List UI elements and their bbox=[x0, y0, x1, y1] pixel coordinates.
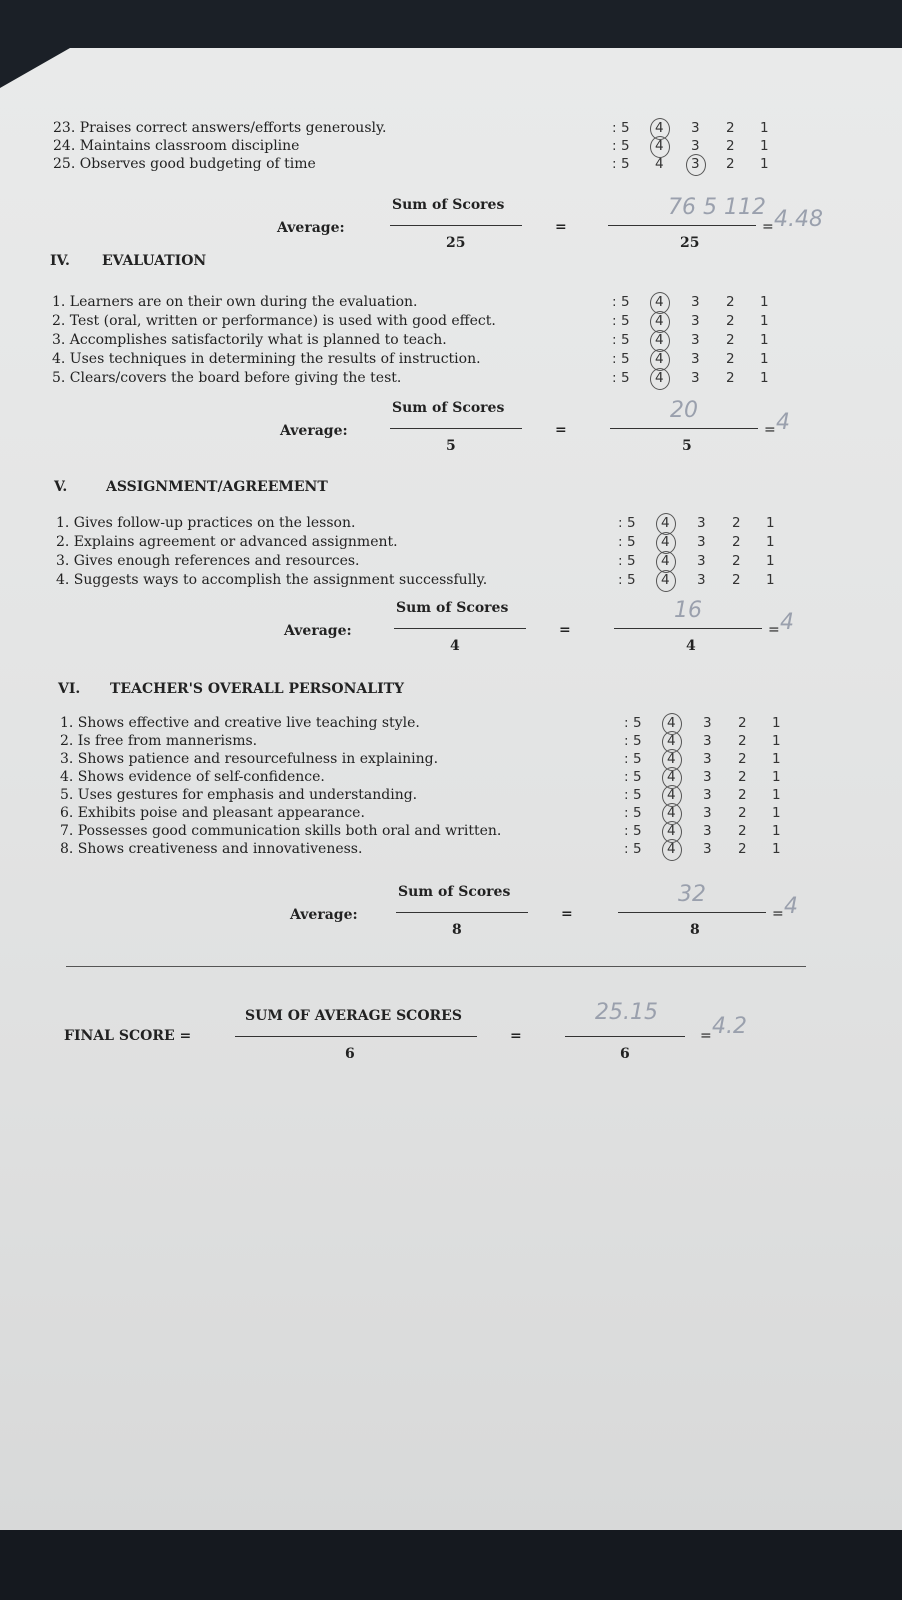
section5-item-1-scale-1: 1 bbox=[766, 515, 775, 531]
section5-title: ASSIGNMENT/AGREEMENT bbox=[106, 479, 328, 495]
section6-item-2-scale-5: 5 bbox=[633, 733, 642, 749]
section5-numerator-label: Sum of Scores bbox=[396, 600, 509, 616]
section6-item-3-scale-4: 4 bbox=[667, 751, 676, 767]
section5-item-1: 1. Gives follow-up practices on the lesson. bbox=[56, 515, 356, 531]
section6-item-8-scale-3: 3 bbox=[703, 841, 712, 857]
section6-item-2-scale-4: 4 bbox=[667, 733, 676, 749]
section4-average-label: Average: bbox=[280, 423, 348, 439]
section4-item-2-scale-4: 4 bbox=[655, 313, 664, 329]
section5-item-1-scale-3: 3 bbox=[697, 515, 706, 531]
section4-item-5-circle-mark bbox=[650, 368, 670, 390]
section6-item-4-scale-3: 3 bbox=[703, 769, 712, 785]
section5-item-1-scale-5: 5 bbox=[627, 515, 636, 531]
section5-item-3-scale-3: 3 bbox=[697, 553, 706, 569]
section4-item-2-colon: : bbox=[612, 313, 617, 329]
section3_tail-item-2-circle-mark bbox=[650, 136, 670, 158]
section4-item-2-scale-2: 2 bbox=[726, 313, 735, 329]
section3_tail-equals: = bbox=[555, 219, 567, 235]
section5-item-4-scale-5: 5 bbox=[627, 572, 636, 588]
section4-item-1-scale-4: 4 bbox=[655, 294, 664, 310]
section3_tail-item-2-colon: : bbox=[612, 138, 617, 154]
section4-item-5-scale-2: 2 bbox=[726, 370, 735, 386]
section3_tail-item-1-scale-1: 1 bbox=[760, 120, 769, 136]
section6-right-denominator: 8 bbox=[690, 922, 700, 938]
section3_tail-average-label: Average: bbox=[277, 220, 345, 236]
section5-item-1-scale-4: 4 bbox=[661, 515, 670, 531]
section5-result-equals: = bbox=[768, 622, 780, 638]
section4-item-2-scale-3: 3 bbox=[691, 313, 700, 329]
section5-item-4-scale-1: 1 bbox=[766, 572, 775, 588]
section5-item-1-colon: : bbox=[618, 515, 623, 531]
section6-item-8-scale-5: 5 bbox=[633, 841, 642, 857]
section3_tail-item-2-scale-5: 5 bbox=[621, 138, 630, 154]
section6-item-7-scale-5: 5 bbox=[633, 823, 642, 839]
section6-item-1: 1. Shows effective and creative live teaching style. bbox=[60, 715, 420, 731]
section5-right-denominator: 4 bbox=[686, 638, 696, 654]
final-result-equals: = bbox=[700, 1028, 712, 1044]
section4-title: EVALUATION bbox=[102, 253, 207, 269]
section3_tail-fraction-line bbox=[390, 225, 522, 226]
section-divider bbox=[66, 966, 806, 967]
section6-item-5: 5. Uses gestures for emphasis and understanding. bbox=[60, 787, 418, 803]
section4-item-3-scale-1: 1 bbox=[760, 332, 769, 348]
section3_tail-item-3-scale-2: 2 bbox=[726, 156, 735, 172]
section3_tail-item-1-scale-3: 3 bbox=[691, 120, 700, 136]
section5-item-4: 4. Suggests ways to accomplish the assignment successfully. bbox=[56, 572, 488, 588]
section6-item-4-scale-5: 5 bbox=[633, 769, 642, 785]
section6-denominator: 8 bbox=[452, 922, 462, 938]
section4-fraction-line bbox=[390, 428, 522, 429]
section4-item-5-scale-1: 1 bbox=[760, 370, 769, 386]
section4-item-4-scale-4: 4 bbox=[655, 351, 664, 367]
final-score-label: FINAL SCORE = bbox=[64, 1028, 192, 1044]
section6-fraction-line bbox=[396, 912, 528, 913]
section6-title: TEACHER'S OVERALL PERSONALITY bbox=[110, 681, 405, 697]
section4-equals: = bbox=[555, 422, 567, 438]
section5-average-label: Average: bbox=[284, 623, 352, 639]
section4-numerator-label: Sum of Scores bbox=[392, 400, 505, 416]
final-hand-result: 4.2 bbox=[712, 1014, 747, 1039]
section6-item-6-scale-3: 3 bbox=[703, 805, 712, 821]
section3_tail-item-3-scale-4: 4 bbox=[655, 156, 664, 172]
section4-item-3-colon: : bbox=[612, 332, 617, 348]
section6-item-7-scale-2: 2 bbox=[738, 823, 747, 839]
section3_tail-item-3-circle-mark bbox=[686, 154, 706, 176]
section6-average-label: Average: bbox=[290, 907, 358, 923]
section6-item-5-scale-5: 5 bbox=[633, 787, 642, 803]
section6-item-2: 2. Is free from mannerisms. bbox=[60, 733, 258, 749]
section4-item-4-scale-1: 1 bbox=[760, 351, 769, 367]
section6-item-2-scale-1: 1 bbox=[772, 733, 781, 749]
section6-item-3-colon: : bbox=[624, 751, 629, 767]
section6-item-6-colon: : bbox=[624, 805, 629, 821]
section3_tail-item-1-scale-2: 2 bbox=[726, 120, 735, 136]
section3_tail-result-equals: = bbox=[762, 219, 774, 235]
section6-item-8-scale-4: 4 bbox=[667, 841, 676, 857]
section6-item-7: 7. Possesses good communication skills both oral and written. bbox=[60, 823, 502, 839]
section6-item-3-scale-2: 2 bbox=[738, 751, 747, 767]
section4-item-5: 5. Clears/covers the board before giving the test. bbox=[52, 370, 402, 386]
section4-item-4: 4. Uses techniques in determining the results of instruction. bbox=[52, 351, 481, 367]
section4-item-3-scale-5: 5 bbox=[621, 332, 630, 348]
section6-item-6-scale-5: 5 bbox=[633, 805, 642, 821]
section5-item-4-circle-mark bbox=[656, 570, 676, 592]
section4-item-2: 2. Test (oral, written or performance) is used with good effect. bbox=[52, 313, 496, 329]
section6-item-3: 3. Shows patience and resourcefulness in explaining. bbox=[60, 751, 439, 767]
section4-hand-numerator: 20 bbox=[670, 398, 698, 423]
section6-item-4: 4. Shows evidence of self-confidence. bbox=[60, 769, 325, 785]
section5-fraction-line bbox=[394, 628, 526, 629]
section6-item-8-colon: : bbox=[624, 841, 629, 857]
section6-item-1-scale-5: 5 bbox=[633, 715, 642, 731]
section3_tail-hand-numerator: 76 5 112 bbox=[668, 195, 766, 220]
section5-item-3-colon: : bbox=[618, 553, 623, 569]
section6-result-line bbox=[618, 912, 766, 913]
section3_tail-item-2: 24. Maintains classroom discipline bbox=[53, 138, 300, 154]
section3_tail-item-2-scale-1: 1 bbox=[760, 138, 769, 154]
section3_tail-item-1-scale-4: 4 bbox=[655, 120, 664, 136]
section6-item-1-scale-1: 1 bbox=[772, 715, 781, 731]
section4-item-5-scale-5: 5 bbox=[621, 370, 630, 386]
section3_tail-item-3-scale-5: 5 bbox=[621, 156, 630, 172]
section6-item-3-scale-5: 5 bbox=[633, 751, 642, 767]
section4-item-3-scale-4: 4 bbox=[655, 332, 664, 348]
section3_tail-denominator: 25 bbox=[446, 235, 466, 251]
section4-roman: IV. bbox=[50, 253, 70, 269]
section4-result-line bbox=[610, 428, 758, 429]
section3_tail-item-2-scale-2: 2 bbox=[726, 138, 735, 154]
section6-result-equals: = bbox=[772, 906, 784, 922]
section6-item-2-scale-2: 2 bbox=[738, 733, 747, 749]
section4-item-4-scale-3: 3 bbox=[691, 351, 700, 367]
section4-item-1-scale-3: 3 bbox=[691, 294, 700, 310]
section3_tail-numerator-label: Sum of Scores bbox=[392, 197, 505, 213]
final-hand-numerator: 25.15 bbox=[595, 1000, 658, 1025]
section5-result-line bbox=[614, 628, 762, 629]
section4-item-4-scale-2: 2 bbox=[726, 351, 735, 367]
section4-item-3-scale-2: 2 bbox=[726, 332, 735, 348]
section4-item-1-colon: : bbox=[612, 294, 617, 310]
section6-item-6: 6. Exhibits poise and pleasant appearance. bbox=[60, 805, 365, 821]
section5-roman: V. bbox=[54, 479, 68, 495]
section3_tail-item-3-scale-3: 3 bbox=[691, 156, 700, 172]
section5-item-4-scale-2: 2 bbox=[732, 572, 741, 588]
section4-item-5-scale-3: 3 bbox=[691, 370, 700, 386]
section6-item-7-scale-4: 4 bbox=[667, 823, 676, 839]
section6-item-3-scale-3: 3 bbox=[703, 751, 712, 767]
section5-item-2-scale-1: 1 bbox=[766, 534, 775, 550]
section4-item-4-scale-5: 5 bbox=[621, 351, 630, 367]
section6-roman: VI. bbox=[58, 681, 81, 697]
section6-item-4-scale-2: 2 bbox=[738, 769, 747, 785]
section3_tail-item-3: 25. Observes good budgeting of time bbox=[53, 156, 316, 172]
section6-item-1-scale-3: 3 bbox=[703, 715, 712, 731]
section6-item-6-scale-2: 2 bbox=[738, 805, 747, 821]
section4-item-3: 3. Accomplishes satisfactorily what is planned to teach. bbox=[52, 332, 447, 348]
section5-item-2-scale-2: 2 bbox=[732, 534, 741, 550]
section6-item-7-scale-3: 3 bbox=[703, 823, 712, 839]
section3_tail-item-1: 23. Praises correct answers/efforts generously. bbox=[53, 120, 387, 136]
section5-hand-result: 4 bbox=[780, 610, 794, 635]
section5-item-3: 3. Gives enough references and resources. bbox=[56, 553, 360, 569]
section5-item-2-scale-5: 5 bbox=[627, 534, 636, 550]
section6-item-4-scale-1: 1 bbox=[772, 769, 781, 785]
section6-item-1-scale-4: 4 bbox=[667, 715, 676, 731]
section5-item-3-scale-5: 5 bbox=[627, 553, 636, 569]
section6-item-5-scale-3: 3 bbox=[703, 787, 712, 803]
section6-item-8: 8. Shows creativeness and innovativeness. bbox=[60, 841, 363, 857]
section5-item-1-scale-2: 2 bbox=[732, 515, 741, 531]
section6-item-7-colon: : bbox=[624, 823, 629, 839]
section5-item-4-colon: : bbox=[618, 572, 623, 588]
section6-item-6-scale-1: 1 bbox=[772, 805, 781, 821]
section5-item-2: 2. Explains agreement or advanced assignment. bbox=[56, 534, 398, 550]
background-surface bbox=[0, 1530, 902, 1600]
section6-equals: = bbox=[561, 906, 573, 922]
final-fraction-line bbox=[235, 1036, 477, 1037]
section4-item-1-scale-5: 5 bbox=[621, 294, 630, 310]
section4-item-1-scale-1: 1 bbox=[760, 294, 769, 310]
section6-item-8-scale-1: 1 bbox=[772, 841, 781, 857]
section4-result-equals: = bbox=[764, 422, 776, 438]
section5-item-3-scale-4: 4 bbox=[661, 553, 670, 569]
section5-equals: = bbox=[559, 622, 571, 638]
section4-item-5-scale-4: 4 bbox=[655, 370, 664, 386]
section6-item-5-scale-4: 4 bbox=[667, 787, 676, 803]
section3_tail-item-3-colon: : bbox=[612, 156, 617, 172]
section3_tail-item-1-scale-5: 5 bbox=[621, 120, 630, 136]
section6-item-5-scale-1: 1 bbox=[772, 787, 781, 803]
section4-item-3-scale-3: 3 bbox=[691, 332, 700, 348]
section6-item-8-circle-mark bbox=[662, 839, 682, 861]
section4-right-denominator: 5 bbox=[682, 438, 692, 454]
section4-item-2-scale-5: 5 bbox=[621, 313, 630, 329]
section4-item-5-colon: : bbox=[612, 370, 617, 386]
section6-item-5-scale-2: 2 bbox=[738, 787, 747, 803]
final-equals: = bbox=[510, 1028, 522, 1044]
section5-denominator: 4 bbox=[450, 638, 460, 654]
page-corner-fold bbox=[0, 48, 70, 88]
section3_tail-item-3-scale-1: 1 bbox=[760, 156, 769, 172]
final-numerator-label: SUM OF AVERAGE SCORES bbox=[245, 1008, 462, 1024]
section6-item-7-scale-1: 1 bbox=[772, 823, 781, 839]
section6-hand-numerator: 32 bbox=[678, 882, 706, 907]
section4-item-1-scale-2: 2 bbox=[726, 294, 735, 310]
section5-hand-numerator: 16 bbox=[674, 598, 702, 623]
section3_tail-item-1-colon: : bbox=[612, 120, 617, 136]
section6-item-8-scale-2: 2 bbox=[738, 841, 747, 857]
section6-item-1-scale-2: 2 bbox=[738, 715, 747, 731]
section4-denominator: 5 bbox=[446, 438, 456, 454]
document-page bbox=[0, 48, 902, 1530]
section5-item-3-scale-2: 2 bbox=[732, 553, 741, 569]
section4-hand-result: 4 bbox=[776, 410, 790, 435]
section6-item-2-colon: : bbox=[624, 733, 629, 749]
section6-item-6-scale-4: 4 bbox=[667, 805, 676, 821]
final-right-denominator: 6 bbox=[620, 1046, 630, 1062]
section6-item-2-scale-3: 3 bbox=[703, 733, 712, 749]
section6-item-5-colon: : bbox=[624, 787, 629, 803]
section6-item-4-colon: : bbox=[624, 769, 629, 785]
section3_tail-right-denominator: 25 bbox=[680, 235, 700, 251]
section5-item-4-scale-3: 3 bbox=[697, 572, 706, 588]
section5-item-4-scale-4: 4 bbox=[661, 572, 670, 588]
section6-numerator-label: Sum of Scores bbox=[398, 884, 511, 900]
section6-item-1-colon: : bbox=[624, 715, 629, 731]
section4-item-2-scale-1: 1 bbox=[760, 313, 769, 329]
section3_tail-item-2-scale-3: 3 bbox=[691, 138, 700, 154]
section5-item-3-scale-1: 1 bbox=[766, 553, 775, 569]
final-result-line bbox=[565, 1036, 685, 1037]
section3_tail-hand-result: 4.48 bbox=[774, 207, 823, 232]
section4-item-1: 1. Learners are on their own during the evaluation. bbox=[52, 294, 418, 310]
section6-item-4-scale-4: 4 bbox=[667, 769, 676, 785]
section3_tail-item-2-scale-4: 4 bbox=[655, 138, 664, 154]
section6-item-3-scale-1: 1 bbox=[772, 751, 781, 767]
final-denominator: 6 bbox=[345, 1046, 355, 1062]
section6-hand-result: 4 bbox=[784, 894, 798, 919]
section5-item-2-scale-4: 4 bbox=[661, 534, 670, 550]
section5-item-2-scale-3: 3 bbox=[697, 534, 706, 550]
section5-item-2-colon: : bbox=[618, 534, 623, 550]
section3_tail-result-line bbox=[608, 225, 756, 226]
section4-item-4-colon: : bbox=[612, 351, 617, 367]
